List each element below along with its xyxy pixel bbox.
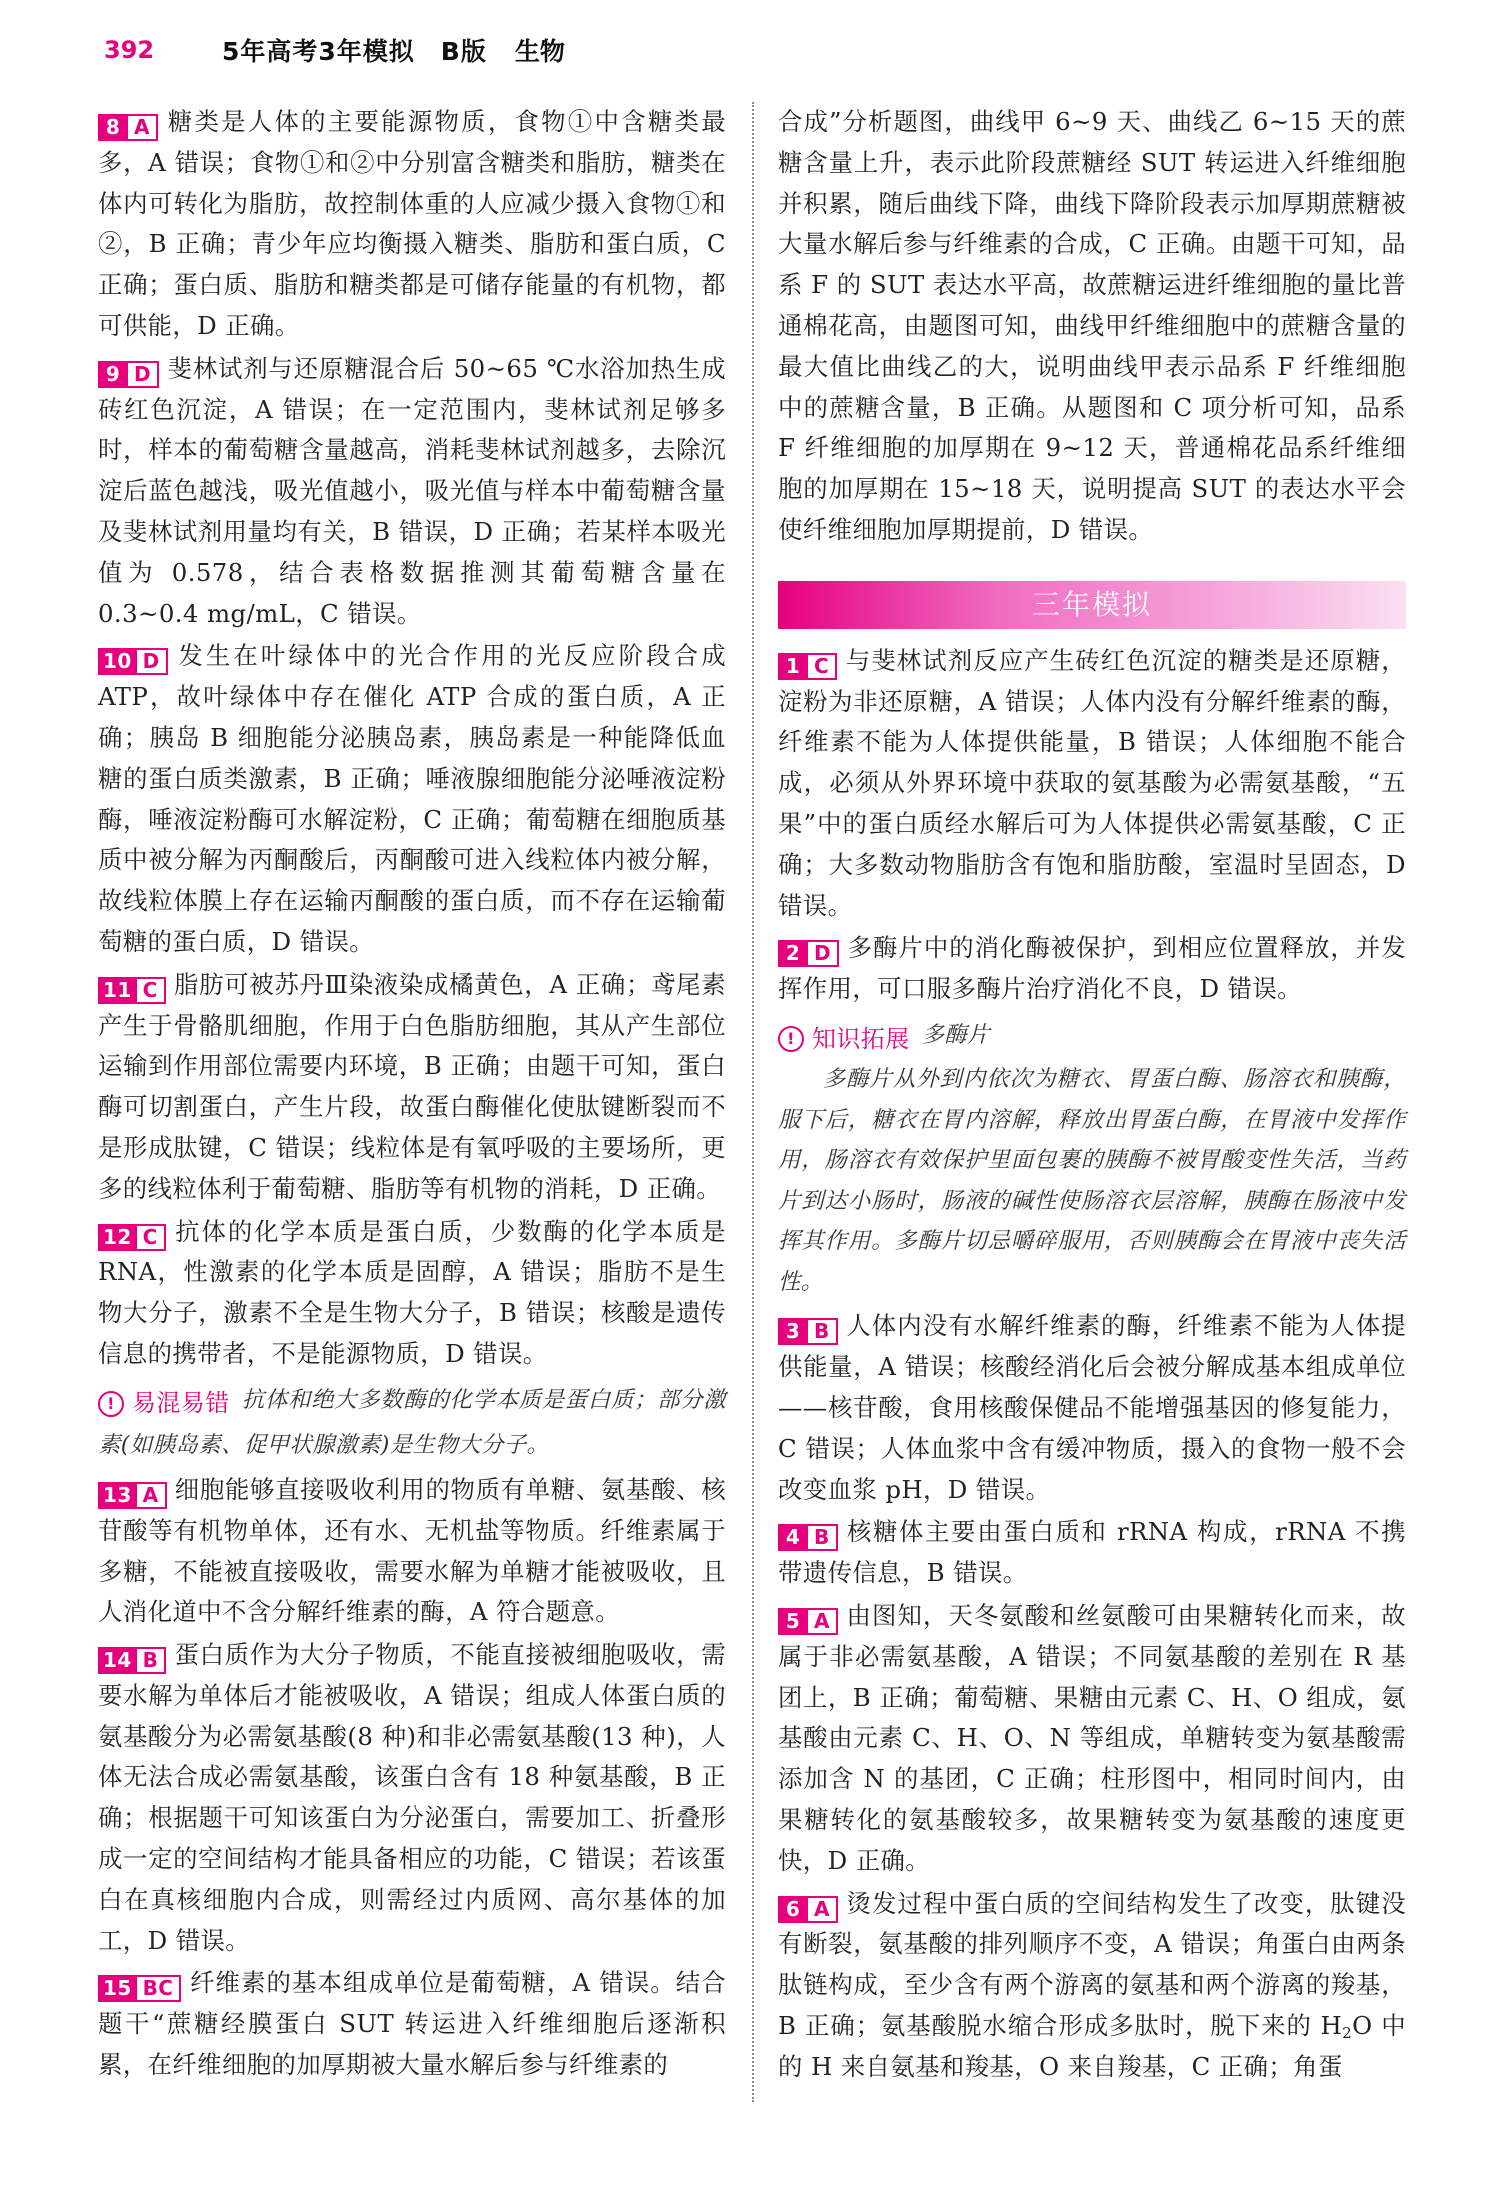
explanation-text: 由图知，天冬氨酸和丝氨酸可由果糖转化而来，故属于非必需氨基酸，A 错误；不同氨基酸的差别在 R 基团上，B 正确；葡萄糖、果糖由元素 C、H、O 组成，氨基酸由元素 C、H、O、N 等组成，单糖转变为氨基酸需添加含 N 的基团，C 正确；柱形图中，相同时间内，由果糖转化的氨基酸较多，故果糖转变为氨基酸的速度更快，D 正确。 (778, 1600, 1406, 1875)
answer-badge: 12 C (98, 1224, 166, 1251)
answer-badge: 1 C (778, 653, 837, 680)
column-divider (752, 102, 754, 2102)
confusion-note (98, 1379, 726, 1466)
right-column (778, 102, 1406, 2089)
explanation-text: 脂肪可被苏丹Ⅲ染液染成橘黄色，A 正确；鸢尾素产生于骨骼肌细胞，作用于白色脂肪细胞，其从产生部位运输到作用部位需要内环境，B 正确；由题干可知，蛋白酶可切割蛋白，产生片段，故蛋白酶催化使肽键断裂而不是形成肽键，C 错误；线粒体是有氧呼吸的主要场所，更多的线粒体利于葡萄糖、脂肪等有机物的消耗，D 正确。 (98, 969, 726, 1203)
note-heading (98, 1383, 230, 1424)
explanation-text: 发生在叶绿体中的光合作用的光反应阶段合成 ATP，故叶绿体中存在催化 ATP 合成的蛋白质，A 正确；胰岛 B 细胞能分泌胰岛素，胰岛素是一种能降低血糖的蛋白质类激素，B 正确；唾液腺细胞能分泌唾液淀粉酶，唾液淀粉酶可水解淀粉，C 正确；葡萄糖在细胞质基质中被分解为丙酮酸后，丙酮酸可进入线粒体内被分解，故线粒体膜上存在运输丙酮酸的蛋白质，而不存在运输葡萄糖的蛋白质，D 错误。 (98, 641, 726, 956)
model-item-3 (778, 1306, 1406, 1510)
section-banner: 三年模拟 (778, 581, 1406, 629)
knowledge-note (778, 1014, 1406, 1302)
answer-badge: 5 A (778, 1608, 838, 1635)
explanation-text: 糖类是人体的主要能源物质，食物①中含糖类最多，A 错误；食物①和②中分别富含糖类和脂肪，糖类在体内可转化为脂肪，故控制体重的人应减少摄入食物①和②，B 正确；青少年应均衡摄入糖类、脂肪和蛋白质，C 正确；蛋白质、脂肪和糖类都是可储存能量的有机物，都可供能，D 正确。 (98, 107, 726, 340)
note-title: 易混易错 (132, 1389, 230, 1418)
explanation-text: 合成”分析题图，曲线甲 6~9 天、曲线乙 6~15 天的蔗糖含量上升，表示此阶段蔗糖经 SUT 转运进入纤维细胞并积累，随后曲线下降，曲线下降阶段表示加厚期蔗糖被大量水解后参与纤维素的合成，C 正确。由题干可知，品系 F 的 SUT 表达水平高，故蔗糖运进纤维细胞的量比普通棉花高，由题图可知，曲线甲纤维细胞中的蔗糖含量的最大值比曲线乙的大，说明曲线甲表示品系 F 纤维细胞中的蔗糖含量，B 正确。从题图和 C 项分析可知，品系 F 纤维细胞的加厚期在 9~12 天，普通棉花品系纤维细胞的加厚期在 15~18 天，说明提高 SUT 的表达水平会使纤维细胞加厚期提前，D 错误。 (778, 107, 1406, 544)
model-item-1 (778, 641, 1406, 927)
answer-item-14 (98, 1635, 726, 1961)
exclamation-icon: ! (778, 1026, 804, 1052)
answer-badge: 9 D (98, 361, 159, 388)
answer-badge: 11 C (98, 977, 166, 1004)
explanation-text: 纤维素的基本组成单位是葡萄糖，A 错误。结合题干“蔗糖经膜蛋白 SUT 转运进入纤维细胞后逐渐积累，在纤维细胞的加厚期被大量水解后参与纤维素的 (98, 1968, 726, 2080)
explanation-text: O 中的 H 来自氨基和羧基，O 来自羧基，C 正确；角蛋 (778, 2010, 1406, 2081)
answer-badge: 2 D (778, 940, 839, 967)
note-body: 多酶片从外到内依次为糖衣、胃蛋白酶、肠溶衣和胰酶，服下后，糖衣在胃内溶解，释放出胃蛋白酶，在胃液中发挥作用，肠溶衣有效保护里面包裹的胰酶不被胃酸变性失活，当药片到达小肠时，肠液的碱性使肠溶衣层溶解，胰酶在肠液中发挥其作用。多酶片切忌嚼碎服用，否则胰酶会在胃液中丧失活性。 (778, 1066, 1406, 1295)
explanation-text: 抗体的化学本质是蛋白质，少数酶的化学本质是 RNA，性激素的化学本质是固醇，A 错误；脂肪不是生物大分子，激素不全是生物大分子，B 错误；核酸是遗传信息的携带者，不是能源物质，D 错误。 (98, 1216, 726, 1368)
page-header (104, 24, 1424, 76)
exclamation-icon: ! (98, 1391, 124, 1417)
answer-item-10 (98, 636, 726, 962)
model-item-2 (778, 928, 1406, 1010)
answer-item-9 (98, 349, 726, 635)
answer-item-15-continued (778, 102, 1406, 551)
note-text: 抗体和绝大多数酶的化学本质是蛋白质；部分激素(如胰岛素、促甲状腺激素)是生物大分子。 (98, 1386, 726, 1459)
explanation-text: 多酶片中的消化酶被保护，到相应位置释放，并发挥作用，可口服多酶片治疗消化不良，D 错误。 (778, 933, 1406, 1004)
note-heading (778, 1019, 910, 1060)
answer-item-13 (98, 1470, 726, 1633)
model-item-5 (778, 1596, 1406, 1882)
explanation-text: 斐林试剂与还原糖混合后 50~65 ℃水浴加热生成砖红色沉淀，A 错误；在一定范围内，斐林试剂足够多时，样本的葡萄糖含量越高，消耗斐林试剂越多，去除沉淀后蓝色越浅，吸光值越小，吸光值与样本中葡萄糖含量及斐林试剂用量均有关，B 错误，D 正确；若某样本吸光值为 0.578，结合表格数据推测其葡萄糖含量在 0.3~0.4 mg/mL，C 错误。 (98, 353, 726, 628)
answer-badge: 8 A (98, 114, 158, 141)
answer-item-8 (98, 102, 726, 347)
answer-badge: 6 A (778, 1896, 838, 1923)
answer-item-11 (98, 965, 726, 1210)
answer-badge: 4 B (778, 1524, 838, 1551)
model-item-6 (778, 1884, 1406, 2088)
answer-item-15 (98, 1963, 726, 2085)
answer-badge: 3 B (778, 1318, 838, 1345)
explanation-text: 蛋白质作为大分子物质，不能直接被细胞吸收，需要水解为单体后才能被吸收，A 错误；组成人体蛋白质的氨基酸分为必需氨基酸(8 种)和非必需氨基酸(13 种)，人体无法合成必需氨基酸，该蛋白含有 18 种氨基酸，B 正确；根据题干可知该蛋白为分泌蛋白，需要加工、折叠形成一定的空间结构才能具备相应的功能，C 错误；若该蛋白在真核细胞内合成，则需经过内质网、高尔基体的加工，D 错误。 (98, 1640, 726, 1955)
explanation-text: 核糖体主要由蛋白质和 rRNA 构成，rRNA 不携带遗传信息，B 错误。 (778, 1517, 1406, 1588)
explanation-text: 烫发过程中蛋白质的空间结构发生了改变，肽键没有断裂，氨基酸的排列顺序不变，A 错误；角蛋白由两条肽链构成，至少含有两个游离的氨基和两个游离的羧基，B 正确；氨基酸脱水缩合形成多肽时，脱下来的 H (778, 1888, 1406, 2040)
answer-badge: 15 BC (98, 1975, 181, 2002)
answer-badge: 13 A (98, 1482, 167, 1509)
note-title: 知识拓展 (812, 1024, 910, 1053)
book-title: 5年高考3年模拟 B版 (222, 37, 487, 66)
explanation-text: 细胞能够直接吸收利用的物质有单糖、氨基酸、核苷酸等有机物单体，还有水、无机盐等物质。纤维素属于多糖，不能被直接吸收，需要水解为单糖才能被吸收，且人消化道中不含分解纤维素的酶，A 符合题意。 (98, 1474, 726, 1627)
book-subject: 生物 (514, 37, 565, 66)
answer-item-12 (98, 1212, 726, 1375)
answer-badge: 14 B (98, 1647, 166, 1674)
answer-badge: 10 D (98, 648, 168, 675)
explanation-text: 与斐林试剂反应产生砖红色沉淀的糖类是还原糖，淀粉为非还原糖，A 错误；人体内没有分解纤维素的酶，纤维素不能为人体提供能量，B 错误；人体细胞不能合成，必须从外界环境中获取的氨基酸为必需氨基酸，“五果”中的蛋白质经水解后可为人体提供必需氨基酸，C 正确；大多数动物脂肪含有饱和脂肪酸，室温时呈固态，D 错误。 (778, 645, 1406, 920)
subscript-text: 2 (1342, 2023, 1353, 2042)
model-item-4 (778, 1512, 1406, 1594)
page-number: 392 (104, 36, 155, 64)
explanation-text: 人体内没有水解纤维素的酶，纤维素不能为人体提供能量，A 错误；核酸经消化后会被分解成基本组成单位——核苷酸，食用核酸保健品不能增强基因的修复能力，C 错误；人体血浆中含有缓冲物质，摄入的食物一般不会改变血浆 pH，D 错误。 (778, 1311, 1406, 1504)
left-column (98, 102, 726, 2088)
note-topic: 多酶片 (921, 1021, 990, 1048)
